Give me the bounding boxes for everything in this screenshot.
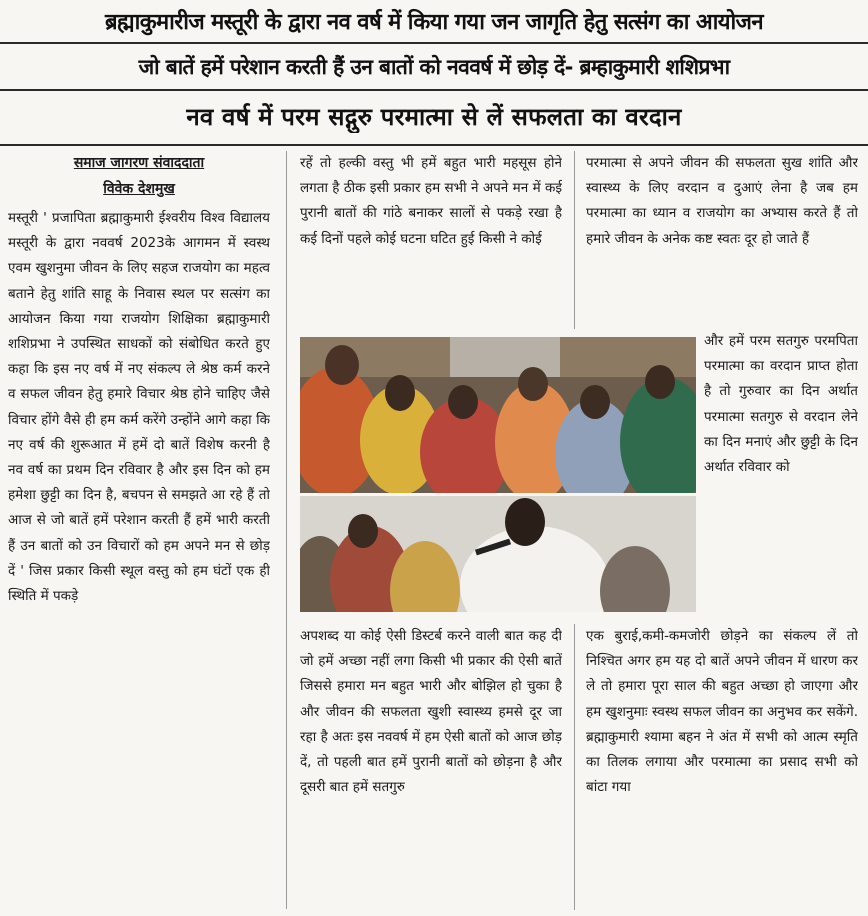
column-rule (574, 151, 575, 329)
article-column-2-bottom: अपशब्द या कोई ऐसी डिस्टर्ब करने वाली बात कह दी जो हमें अच्छा नहीं लगा किसी भी प्रकार की ऐसी बातें जिससे हमारा मन बहुत भारी और बोझिल हो चुका है और जीवन की सफलता खुशी स्वास्थ्य हमसे दूर जा रहा है अतः इस नववर्ष में हम ऐसी बातों को आज छोड़ दें, तो पहली बात हमें पुरानी बातों को छोड़ना है और दूसरी बात हमें सतगुरु (300, 628, 562, 796)
article-column-3-bottom: एक बुराई,कमी-कमजोरी छोड़ने का संकल्प लें तो निश्चित अगर हम यह दो बातें अपने जीवन में धारण कर ले तो हमारा पूरा साल की बहुत अच्छा हो जाएगा और हम खुशनुमाः स्वस्थ सफल जीवन का अनुभव कर सकेंगे. ब्रह्माकुमारी श्यामा बहन ने अंत में सभी को आत्म स्मृति का तिलक लगाया और परमात्मा का प्रसाद सभी को बांटा गया (586, 628, 858, 796)
article-column-2-top: रहें तो हल्की वस्तु भी हमें बहुत भारी महसूस होने लगता है ठीक इसी प्रकार हम सभी ने अपने मन में कई पुरानी बातों की गांठे बनाकर सालों से पकड़े रखा है कई दिनों पहले कोई घटना घटित हुई किसी ने कोई (300, 155, 562, 247)
headline-main: ब्रह्माकुमारीज मस्तूरी के द्वारा नव वर्ष में किया गया जन जागृति हेतु सत्संग का आयोजन (105, 10, 763, 35)
headline-divider (0, 42, 868, 44)
photo-speaker-with-microphone (300, 496, 696, 612)
article-column-3-top: परमात्मा से अपने जीवन की सफलता सुख शांति और स्वास्थ्य के लिए वरदान व दुआएं लेना है जब हम परमात्मा का ध्यान व राजयोग का अभ्यास करते हैं तो हमारे जीवन के अनेक कष्ट स्वतः दूर हो जाते हैं (586, 155, 858, 247)
byline-author: विवेक देशमुख (103, 181, 175, 197)
column-rule (574, 624, 575, 910)
article-column-1: मस्तूरी ' प्रजापिता ब्रह्माकुमारी ईश्वरीय विश्व विद्यालय मस्तूरी के द्वारा नववर्ष 2023के आगमन में स्वस्थ एवम खुशनुमा जीवन के लिए सहज राजयोग का महत्व बताने हेतु शांति साहू के निवास स्थल पर सत्संग का आयोजन किया गया राजयोग शिक्षिका ब्रह्माकुमारी शशिप्रभा ने उपस्थित साधकों को संबोधित करते हुए कहा कि इस नए वर्ष में नए संकल्प ले श्रेष्ठ कर्म करने व सफल जीवन हेतु हमारे विचार श्रेष्ठ होने चाहिए जैसे विचार होंगे वैसे ही हम कर्म करेंगे उन्होंने आगे कहा कि नए वर्ष की शुरूआत में हमें दो बातें विशेष करनी है नव वर्ष का प्रथम दिन रविवार है और इस दिन को हम हमेशा छुट्टी का दिन है, बचपन से समझते आ रहे हैं तो आज से जो बातें हमें परेशान करती हैं हमें भारी करती हैं उन बातों को उन विचारों को हम अपने मन से छोड़ दें ' जिस प्रकार किसी स्थूल वस्तु को हम घंटों एक ही स्थिति में पकड़े (8, 210, 270, 605)
headline-sub: जो बातें हमें परेशान करती हैं उन बातों को नववर्ष में छोड़ दें- ब्रम्हाकुमारी शशिप्रभा (138, 55, 730, 79)
photo-seated-audience (300, 337, 696, 493)
column-rule (286, 151, 287, 909)
article-column-3-middle: और हमें परम सतगुरु परमपिता परमात्मा का वरदान प्राप्त होता है तो गुरुवार का दिन अर्थात परमात्मा सतगुरु से वरदान लेने का दिन मनाएं और छुट्टी के दिन अर्थात रविवार को (704, 333, 858, 476)
headline-divider (0, 144, 868, 146)
byline-desk: समाज जागरण संवाददाता (73, 155, 205, 171)
headline-divider (0, 89, 868, 91)
headline-third: नव वर्ष में परम सद्गुरु परमात्मा से लें सफलता का वरदान (186, 103, 682, 131)
